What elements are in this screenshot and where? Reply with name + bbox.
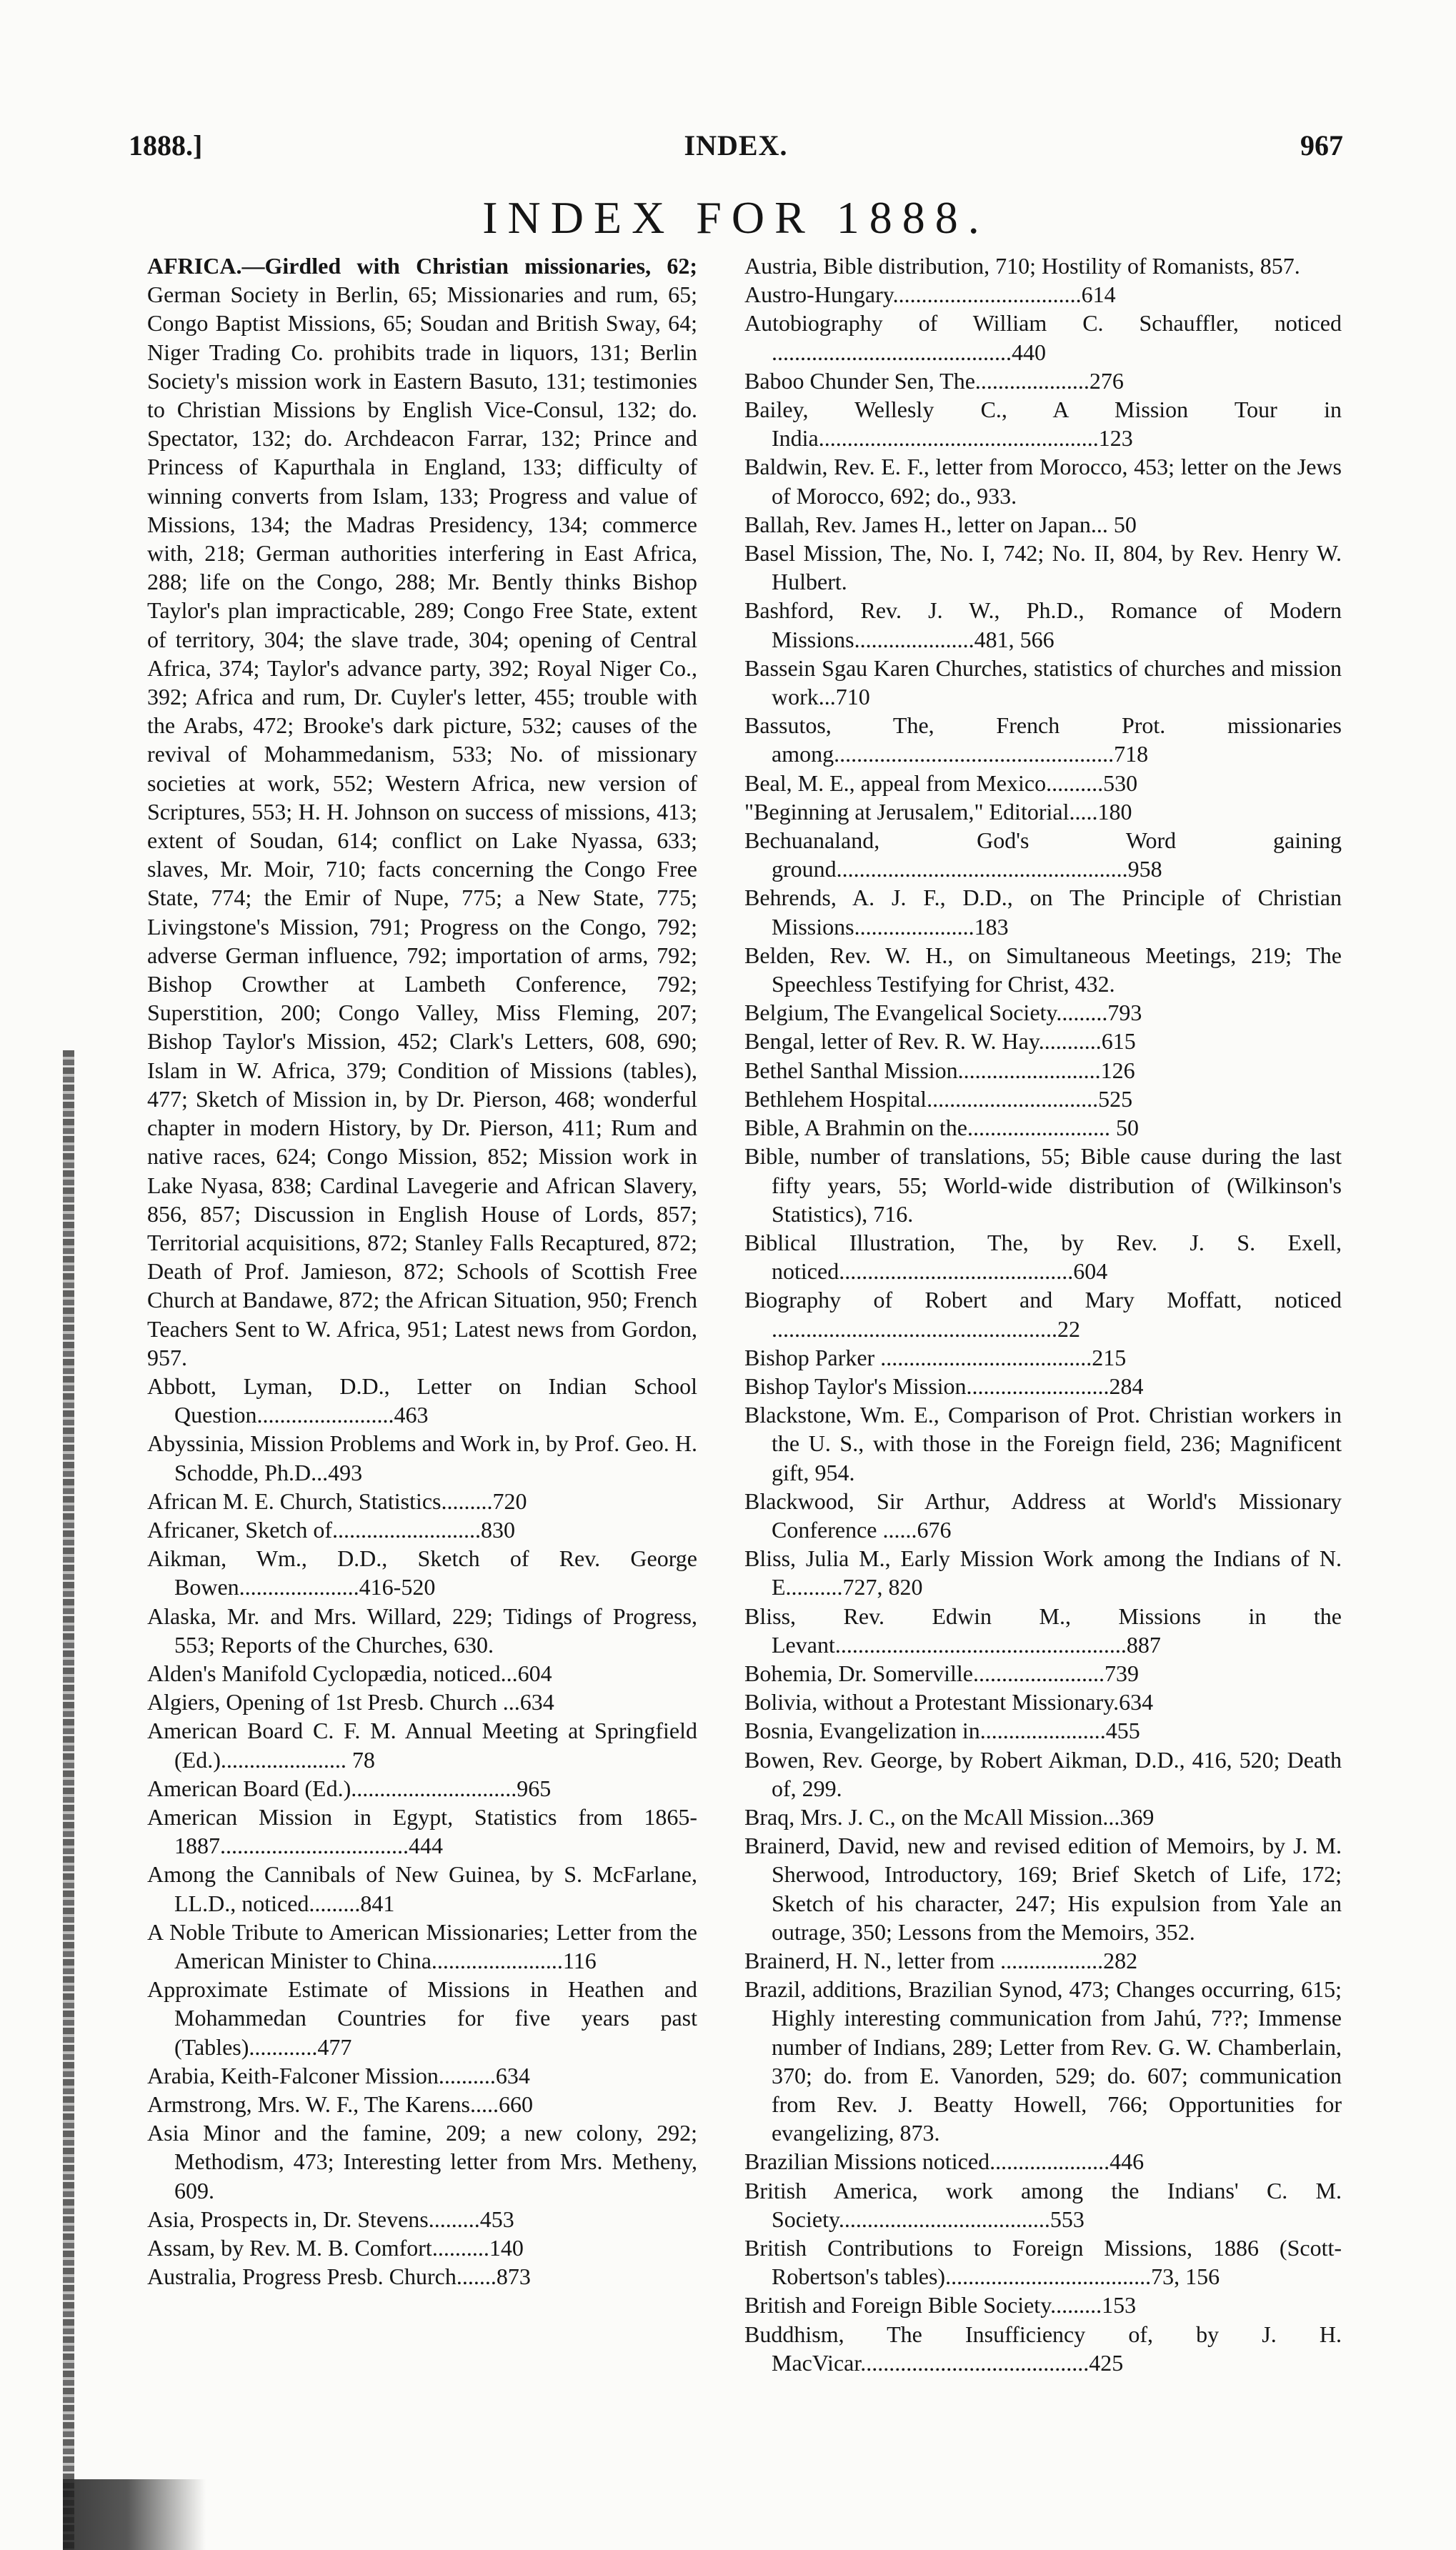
index-entry: Autobiography of William C. Schauffler, noticed ..........................................440 (744, 310, 1342, 365)
index-entry: Bethlehem Hospital..............................525 (744, 1085, 1133, 1112)
index-entry: Blackwood, Sir Arthur, Address at World's Missionary Conference ......676 (744, 1488, 1342, 1543)
index-entry: Asia Minor and the famine, 209; a new colony, 292; Methodism, 473; Interesting letter from Mrs. Metheny, 609. (147, 2120, 697, 2203)
page-number: 967 (1300, 129, 1343, 161)
index-entry: Bethel Santhal Mission.........................126 (744, 1057, 1135, 1083)
index-entry: Ballah, Rev. James H., letter on Japan... 50 (744, 511, 1137, 537)
index-column-left (147, 251, 697, 2291)
index-entry: Brazil, additions, Brazilian Synod, 473; Changes occurring, 615; Highly interesting communication from Jahú, 7??; Immense number of Indians, 289; Letter from Rev. G. W. Chamberlain, 370; do. from E. Vanorden, 529; do. 607; communication from Rev. J. Beatty Howell, 766; Opportunities for evangelizing, 873. (744, 1976, 1342, 2146)
index-entry: Abyssinia, Mission Problems and Work in, by Prof. Geo. H. Schodde, Ph.D...493 (147, 1430, 697, 1485)
index-entry: British America, work among the Indians' C. M. Society.....................................553 (744, 2177, 1342, 2232)
page-corner-shadow (63, 2479, 206, 2550)
index-entry: American Board C. F. M. Annual Meeting at Springfield (Ed.)...................... 78 (147, 1718, 697, 1773)
index-entry: Among the Cannibals of New Guinea, by S. McFarlane, LL.D., noticed.........841 (147, 1861, 697, 1916)
index-entry: Brainerd, H. N., letter from ..................282 (744, 1947, 1138, 1973)
binding-edge (63, 1050, 74, 2550)
index-entry: African M. E. Church, Statistics.........720 (147, 1488, 527, 1514)
index-entry: British Contributions to Foreign Missions, 1886 (Scott-Robertson's tables)....................................73, 156 (744, 2235, 1342, 2290)
index-entry: Austria, Bible distribution, 710; Hostility of Romanists, 857. (744, 253, 1300, 279)
index-entry: Bailey, Wellesly C., A Mission Tour in India.................................................123 (744, 397, 1342, 452)
index-entry: Aikman, Wm., D.D., Sketch of Rev. George Bowen.....................416-520 (147, 1545, 697, 1600)
index-entry: Belden, Rev. W. H., on Simultaneous Meetings, 219; The Speechless Testifying for Christ, 432. (744, 942, 1342, 997)
index-entry: Bassein Sgau Karen Churches, statistics of churches and mission work...710 (744, 654, 1342, 710)
index-entry: Assam, by Rev. M. B. Comfort..........140 (147, 2235, 524, 2261)
index-entry: Blackstone, Wm. E., Comparison of Prot. Christian workers in the U. S., with those in the Foreign field, 236; Magnificent gift, 954. (744, 1402, 1342, 1485)
index-entry: Brainerd, David, new and revised edition of Memoirs, by J. M. Sherwood, Introductory, 169; Brief Sketch of Life, 172; Sketch of his character, 247; His expulsion from Yale an outrage, 350; Lessons from the Memoirs, 352. (744, 1833, 1342, 1945)
index-entry: AFRICA.—Girdled with Christian missionaries, 62; German Society in Berlin, 65; Missionaries and rum, 65; Congo Baptist Missions, 65; Soudan and British Sway, 64; Niger Trading Co. prohibits trade in liquors, 131; Berlin Society's mission work in Eastern Basuto, 131; testimonies to Christian Missions by English Vice-Consul, 132; do. Spectator, 132; do. Archdeacon Farrar, 132; Prince and Princess of Kapurthala in England, 133; difficulty of winning converts from Islam, 133; Progress and value of Missions, 134; the Madras Presidency, 134; commerce with, 218; German authorities interfering in East Africa, 288; life on the Congo, 288; Mr. Bently thinks Bishop Taylor's plan impracticable, 289; Congo Free State, extent of territory, 304; the slave trade, 304; opening of Central Africa, 374; Taylor's advance party, 392; Royal Niger Co., 392; Africa and rum, Dr. Cuyler's letter, 455; trouble with the Arabs, 472; Brooke's dark picture, 532; causes of the revival of Mohammedanism, 533; No. of missionary societies at work, 552; Western Africa, new version of Scriptures, 553; H. H. Johnson on success of missions, 413; extent of Soudan, 614; conflict on Lake Nyassa, 633; slaves, Mr. Moir, 710; facts concerning the Congo Free State, 774; the Emir of Nupe, 775; a New State, 775; Livingstone's Mission, 791; Progress on the Congo, 792; adverse German influence, 792; importation of arms, 792; Bishop Crowther at Lambeth Conference, 792; Superstition, 200; Congo Valley, Miss Fleming, 207; Bishop Taylor's Mission, 452; Clark's Letters, 608, 690; Islam in W. Africa, 379; Condition of Missions (tables), 477; Sketch of Mission in, by Dr. Pierson, 468; wonderful chapter in modern History, by Dr. Pierson, 411; Rum and native races, 624; Congo Mission, 852; Mission work in Lake Nyasa, 838; Cardinal Lavegerie and African Slavery, 856, 857; Discussion in English House of Lords, 857; Territorial acquisitions, 872; Stanley Falls Recaptured, 872; Death of Prof. Jamieson, 872; Schools of Scottish Free Church at Bandawe, 872; the African Situation, 950; French Teachers Sent to W. Africa, 951; Latest news from Gordon, 957. (147, 253, 697, 1370)
index-entry: "Beginning at Jerusalem," Editorial.....180 (744, 798, 1132, 825)
index-entry: Bashford, Rev. J. W., Ph.D., Romance of Modern Missions.....................481, 566 (744, 597, 1342, 652)
running-head (129, 129, 1343, 169)
index-entry: British and Foreign Bible Society.........153 (744, 2292, 1137, 2319)
index-entry: Belgium, The Evangelical Society.........793 (744, 1000, 1142, 1026)
index-entry: Baboo Chunder Sen, The....................276 (744, 367, 1124, 394)
running-head-year: 1888.] (129, 129, 203, 161)
index-entry: Bolivia, without a Protestant Missionary.634 (744, 1689, 1154, 1715)
index-entry: Bassutos, The, French Prot. missionaries among.................................................718 (744, 712, 1342, 767)
index-entry: Brazilian Missions noticed.....................446 (744, 2148, 1145, 2175)
index-entry: Baldwin, Rev. E. F., letter from Morocco, 453; letter on the Jews of Morocco, 692; do., 933. (744, 454, 1342, 509)
index-entry: American Mission in Egypt, Statistics from 1865-1887.................................444 (147, 1803, 697, 1859)
index-entry: Bosnia, Evangelization in......................455 (744, 1718, 1140, 1744)
index-entry: American Board (Ed.).............................965 (147, 1775, 552, 1801)
index-entry: Australia, Progress Presb. Church.......873 (147, 2263, 531, 2290)
index-entry: Approximate Estimate of Missions in Heathen and Mohammedan Countries for five years past (Tables)............477 (147, 1976, 697, 2060)
index-entry: Bechuanaland, God's Word gaining ground...................................................958 (744, 827, 1342, 882)
index-entry: Africaner, Sketch of..........................830 (147, 1516, 516, 1543)
index-entry: Bible, A Brahmin on the......................... 50 (744, 1115, 1139, 1141)
index-column-right (744, 251, 1342, 2377)
index-entry: Bible, number of translations, 55; Bible cause during the last fifty years, 55; World-wide distribution of (Wilkinson's Statistics), 716. (744, 1143, 1342, 1227)
index-entry: Basel Mission, The, No. I, 742; No. II, 804, by Rev. Henry W. Hulbert. (744, 540, 1342, 595)
index-entry: Abbott, Lyman, D.D., Letter on Indian School Question........................463 (147, 1373, 697, 1428)
index-entry: Bishop Parker .....................................215 (744, 1344, 1127, 1370)
index-entry: Alaska, Mr. and Mrs. Willard, 229; Tidings of Progress, 553; Reports of the Churches, 630. (147, 1603, 697, 1658)
index-entry: Behrends, A. J. F., D.D., on The Principle of Christian Missions.....................183 (744, 885, 1342, 940)
index-entry: Bohemia, Dr. Somerville.......................739 (744, 1660, 1139, 1686)
index-entry: Asia, Prospects in, Dr. Stevens.........453 (147, 2206, 514, 2232)
index-entry: Austro-Hungary.................................614 (744, 282, 1116, 308)
index-entry: Beal, M. E., appeal from Mexico..........530 (744, 770, 1138, 796)
index-entry: Buddhism, The Insufficiency of, by J. H. MacVicar........................................425 (744, 2321, 1342, 2376)
index-entry: Braq, Mrs. J. C., on the McAll Mission...369 (744, 1803, 1155, 1830)
index-entry: Bliss, Julia M., Early Mission Work among the Indians of N. E..........727, 820 (744, 1545, 1342, 1600)
page-title: INDEX FOR 1888. (482, 192, 989, 243)
index-entry: Algiers, Opening of 1st Presb. Church ...634 (147, 1689, 554, 1715)
index-entry: Arabia, Keith-Falconer Mission..........634 (147, 2062, 530, 2088)
index-entry: Biography of Robert and Mary Moffatt, noticed ..................................................22 (744, 1287, 1342, 1342)
running-head-section: INDEX. (684, 129, 788, 161)
index-entry: Biblical Illustration, The, by Rev. J. S. Exell, noticed.........................................604 (744, 1229, 1342, 1285)
index-entry: Bengal, letter of Rev. R. W. Hay...........615 (744, 1028, 1136, 1055)
index-entry: Bishop Taylor's Mission.........................284 (744, 1373, 1144, 1399)
index-entry: A Noble Tribute to American Missionaries; Letter from the American Minister to China.......................116 (147, 1918, 697, 1973)
index-entry: Bliss, Rev. Edwin M., Missions in the Levant...................................................887 (744, 1603, 1342, 1658)
index-entry: Armstrong, Mrs. W. F., The Karens.....660 (147, 2091, 533, 2117)
index-entry: Bowen, Rev. George, by Robert Aikman, D.D., 416, 520; Death of, 299. (744, 1746, 1342, 1801)
index-entry: Alden's Manifold Cyclopædia, noticed...604 (147, 1660, 552, 1686)
